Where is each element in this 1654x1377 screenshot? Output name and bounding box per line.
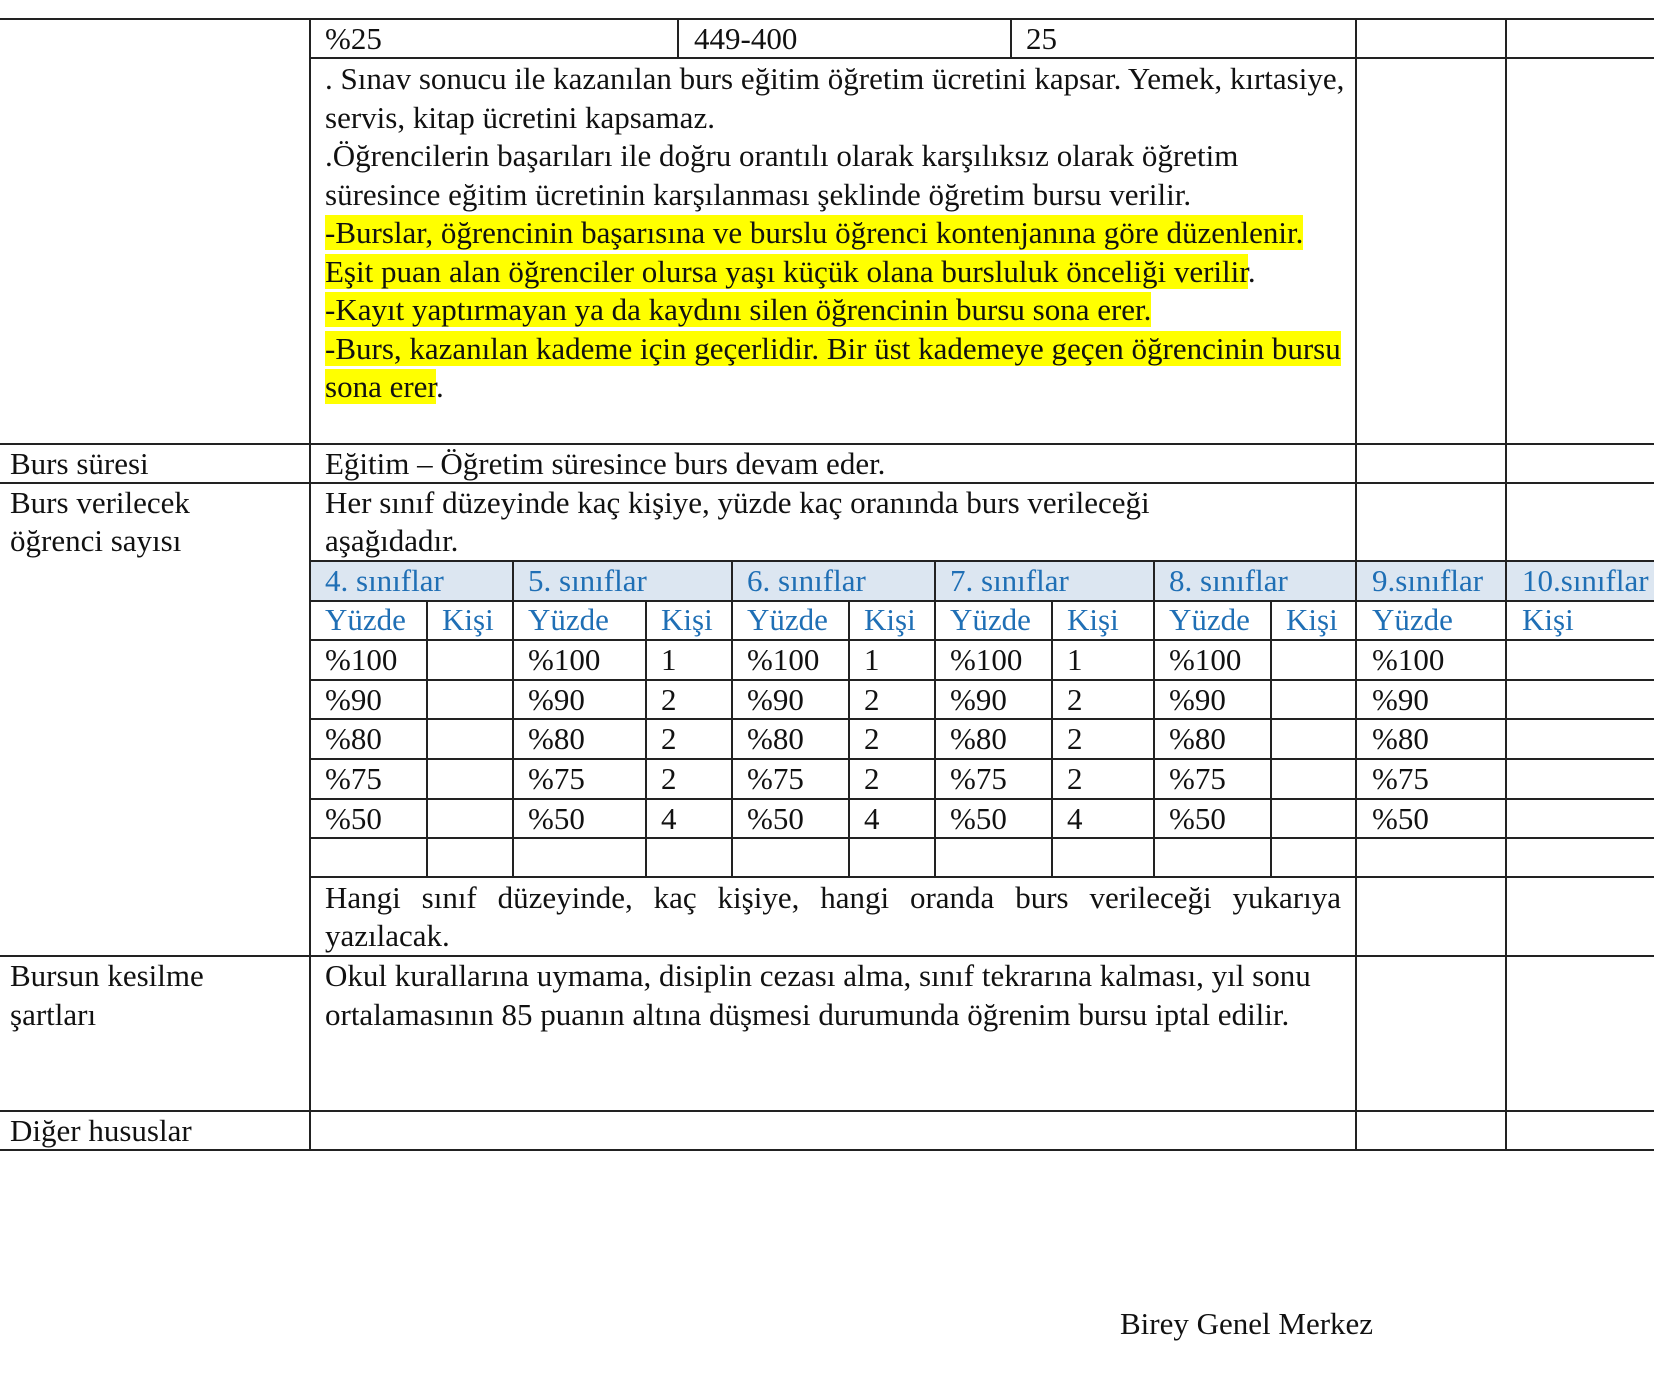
table-cell: %50: [528, 801, 585, 836]
rule-sub-div-6: [848, 600, 850, 877]
rule-col-b: [1505, 18, 1507, 1150]
note-level-tail: .: [436, 369, 444, 404]
subheader-yuzde: Yüzde: [1169, 602, 1250, 637]
top-row-percent: %25: [325, 21, 382, 56]
table-cell: 1: [864, 642, 880, 677]
subheader-kisi: Kişi: [864, 602, 916, 637]
label-kesilme-2: şartları: [10, 997, 97, 1032]
subheader-yuzde: Yüzde: [950, 602, 1031, 637]
table-cell: %50: [950, 801, 1007, 836]
label-burs-suresi: Burs süresi: [10, 446, 149, 481]
subheader-kisi: Kişi: [661, 602, 713, 637]
table-cell: 4: [1067, 801, 1083, 836]
rule-sub-div-8: [1270, 600, 1272, 877]
note-tuition: .Öğrencilerin başarıları ile doğru orantılı olarak karşılıksız olarak öğretim süresince eğitim ücretinin karşılanması şeklinde öğretim bursu verilir.: [325, 138, 1239, 212]
note-registration: [325, 291, 1355, 330]
rule-top-row-div-1: [677, 18, 679, 58]
scholarship-notes: [325, 60, 1355, 407]
table-cell: %100: [325, 642, 398, 677]
table-cell: %75: [1372, 761, 1429, 796]
rule-top-row-div-2: [1010, 18, 1012, 58]
table-cell: %50: [325, 801, 382, 836]
table-cell: %90: [950, 682, 1007, 717]
note-level-highlight: -Burs, kazanılan kademe için geçerlidir. Bir üst kademeye geçen öğrencinin bursu sona erer: [325, 330, 1341, 404]
signature: Birey Genel Merkez: [1120, 1306, 1374, 1341]
table-cell: %50: [1169, 801, 1226, 836]
grade-header-10: 10.sınıflar: [1522, 563, 1649, 598]
table-cell: 2: [1067, 721, 1083, 756]
table-cell: 2: [1067, 682, 1083, 717]
rule-top: [0, 18, 1654, 20]
subheader-kisi: Kişi: [1522, 602, 1574, 637]
table-cell: %100: [528, 642, 601, 677]
rule-grade-div-5: [512, 560, 514, 877]
intro-burs-verilecek: Her sınıf düzeyinde kaç kişiye, yüzde kaç oranında burs verileceği aşağıdadır.: [325, 485, 1150, 558]
note-quota-highlight: -Burslar, öğrencinin başarısına ve burslu öğrenci kontenjanına göre düzenlenir. Eşit puan alan öğrenciler olursa yaşı küçük olana bursluluk önceliği verilir: [325, 215, 1304, 289]
table-cell: %75: [528, 761, 585, 796]
top-row-count: 25: [1026, 21, 1057, 56]
value-kesilme: Okul kurallarına uymama, disiplin cezası alma, sınıf tekrarına kalması, yıl sonu ortalamasının 85 puanın altına düşmesi durumunda öğrenim bursu iptal edilir.: [325, 958, 1311, 1032]
value-burs-suresi: Eğitim – Öğretim süresince burs devam eder.: [325, 446, 886, 481]
table-cell: %80: [325, 721, 382, 756]
rule-grade-div-8: [1153, 560, 1155, 877]
grade-header-8: 8. sınıflar: [1169, 563, 1288, 598]
rule-label-column: [309, 18, 311, 1150]
table-cell: %100: [1372, 642, 1445, 677]
table-cell: %80: [950, 721, 1007, 756]
table-cell: 2: [864, 721, 880, 756]
label-burs-verilecek-1: Burs verilecek: [10, 485, 190, 520]
table-cell: %90: [528, 682, 585, 717]
rule-grade-div-6: [731, 560, 733, 877]
table-cell: 2: [1067, 761, 1083, 796]
subheader-yuzde: Yüzde: [747, 602, 828, 637]
grade-header-4: 4. sınıflar: [325, 563, 444, 598]
label-diger: Diğer hususlar: [10, 1113, 192, 1148]
subheader-kisi: Kişi: [442, 602, 494, 637]
table-cell: %75: [950, 761, 1007, 796]
subheader-kisi: Kişi: [1286, 602, 1338, 637]
table-cell: %100: [1169, 642, 1242, 677]
table-cell: %100: [747, 642, 820, 677]
grade-header-6: 6. sınıflar: [747, 563, 866, 598]
note-quota: [325, 214, 1355, 291]
grade-header-9: 9.sınıflar: [1372, 563, 1484, 598]
rule-sub-div-5: [645, 600, 647, 877]
table-cell: %80: [747, 721, 804, 756]
table-cell: 1: [1067, 642, 1083, 677]
table-cell: %80: [1169, 721, 1226, 756]
table-cell: %75: [1169, 761, 1226, 796]
subheader-yuzde: Yüzde: [1372, 602, 1453, 637]
table-cell: 2: [864, 682, 880, 717]
table-cell: %90: [1372, 682, 1429, 717]
rule-bottom: [0, 1149, 1654, 1151]
label-kesilme-1: Bursun kesilme: [10, 958, 204, 993]
table-cell: %80: [528, 721, 585, 756]
table-cell: %75: [747, 761, 804, 796]
rule-sub-div-4: [426, 600, 428, 877]
table-cell: %80: [1372, 721, 1429, 756]
note-registration-highlight: -Kayıt yaptırmayan ya da kaydını silen öğrencinin bursu sona erer.: [325, 292, 1152, 327]
rule-sub-div-7: [1051, 600, 1053, 877]
note-level: [325, 330, 1355, 407]
table-cell: %50: [1372, 801, 1429, 836]
table-cell: 2: [864, 761, 880, 796]
table-cell: 2: [661, 682, 677, 717]
table-cell: %90: [325, 682, 382, 717]
table-cell: 1: [661, 642, 677, 677]
subheader-kisi: Kişi: [1067, 602, 1119, 637]
table-cell: 2: [661, 721, 677, 756]
rule-col-a: [1355, 18, 1357, 1150]
note-burs-verilecek: Hangi sınıf düzeyinde, kaç kişiye, hangi oranda burs verileceği yukarıya yazılacak.: [325, 880, 1341, 953]
table-cell: %75: [325, 761, 382, 796]
table-cell: 4: [661, 801, 677, 836]
rule-under-top-row: [310, 57, 1654, 59]
note-quota-tail: .: [1247, 253, 1256, 289]
table-cell: %50: [747, 801, 804, 836]
rule-above-diger: [0, 1110, 1654, 1112]
table-cell: %90: [747, 682, 804, 717]
table-cell: %90: [1169, 682, 1226, 717]
grade-header-5: 5. sınıflar: [528, 563, 647, 598]
label-burs-verilecek-2: öğrenci sayısı: [10, 523, 182, 558]
subheader-yuzde: Yüzde: [528, 602, 609, 637]
top-row-score-range: 449-400: [694, 21, 798, 56]
subheader-yuzde: Yüzde: [325, 602, 406, 637]
rule-grade-div-7: [934, 560, 936, 877]
table-cell: %100: [950, 642, 1023, 677]
grade-header-7: 7. sınıflar: [950, 563, 1069, 598]
table-cell: 4: [864, 801, 880, 836]
table-cell: 2: [661, 761, 677, 796]
note-coverage: . Sınav sonucu ile kazanılan burs eğitim öğretim ücretini kapsar. Yemek, kırtasiye, servis, kitap ücretini kapsamaz.: [325, 61, 1345, 135]
